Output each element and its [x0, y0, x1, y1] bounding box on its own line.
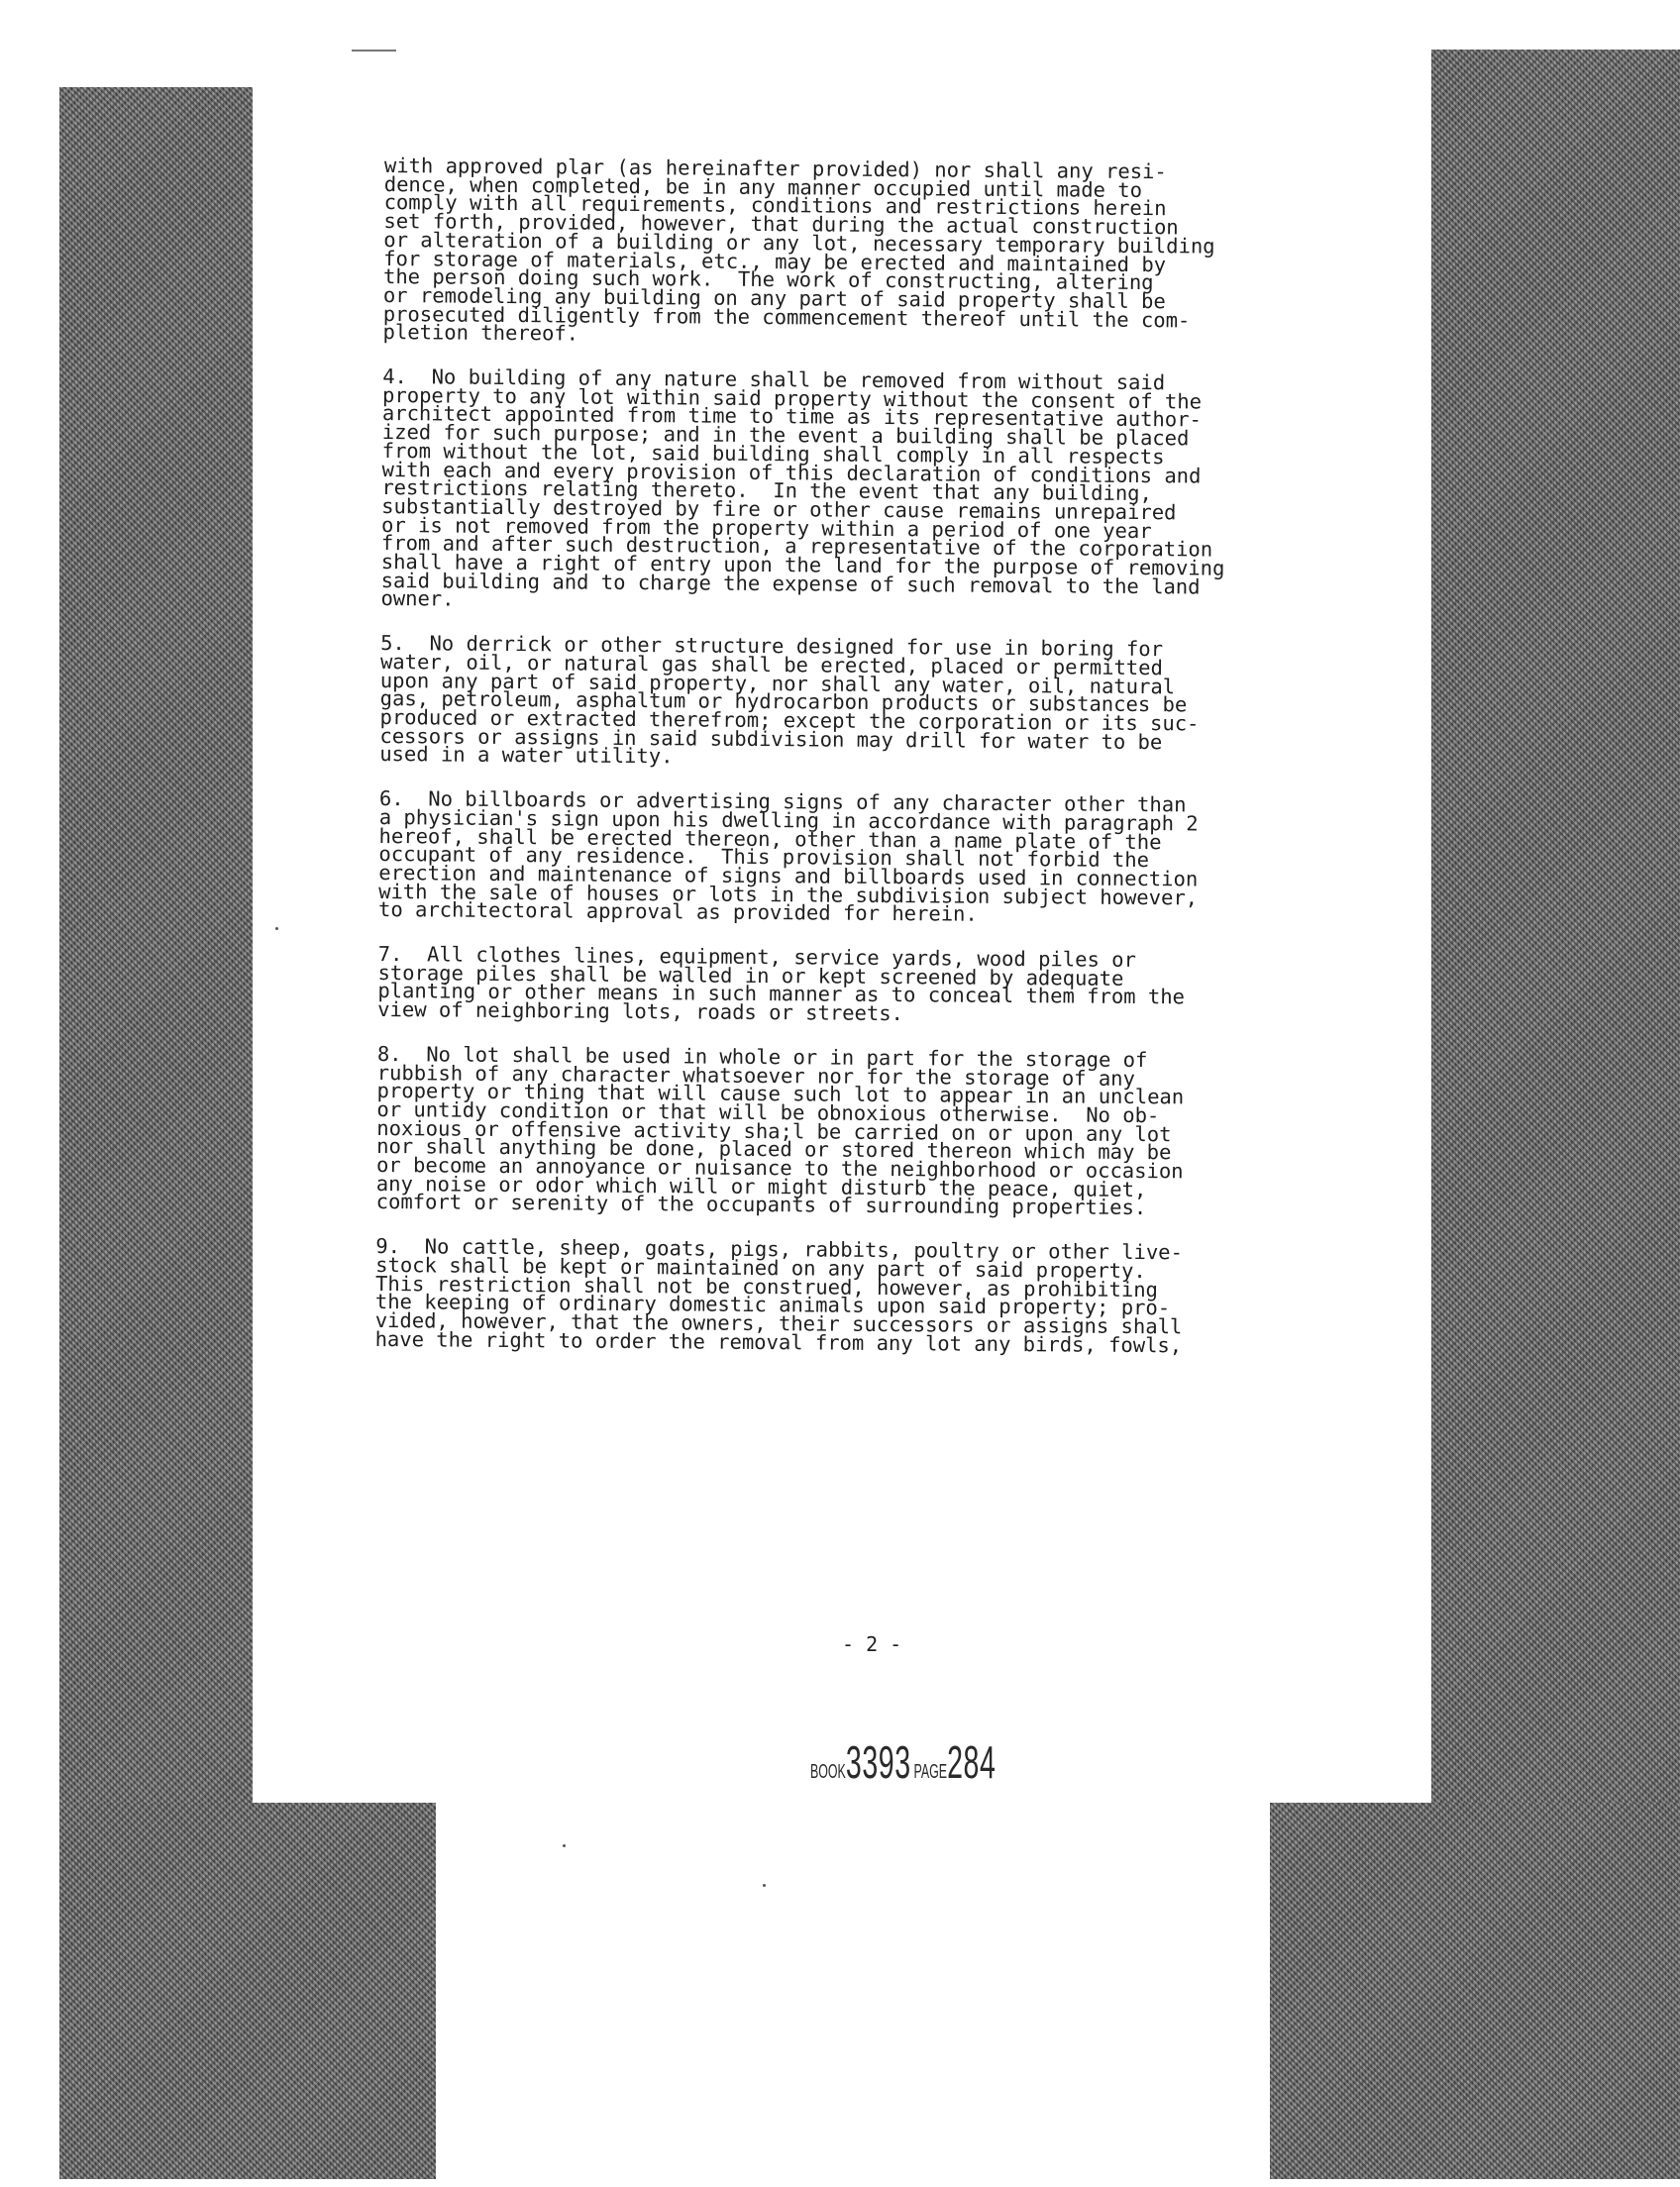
paper-sheet-lower [436, 1783, 1270, 2139]
paragraph-8: 8. No lot shall be used in whole or in part for the storage of rubbish of any character whatsoever nor for the storage of any property or thing that will cause such lot to appear in an unclean or untidy condition or that will be obnoxious otherwise. No ob- noxious or offensive activity sha;l be carried on or upon any lot nor shall anything be done, placed or stored thereon which may be or become an annoyance or nuisance to the neighborhood or occasion any noise or odor which will or might disturb the peace, quiet, comfort or serenity of the occupants of surrounding properties. [375, 1041, 1185, 1220]
stamp-book-label: BOOK [810, 1761, 846, 1783]
scan-mark [352, 50, 396, 52]
page-number: - 2 - [842, 1632, 902, 1656]
scan-speck [275, 927, 278, 930]
paragraph-7: 7. All clothes lines, equipment, service yards, wood piles or storage piles shall be walled in or kept screened by adequate planting or other means in such manner as to conceal them from the view of neighboring lots, roads or streets. [377, 941, 1186, 1026]
scan-speck [563, 1844, 566, 1847]
scan-speck [763, 1884, 766, 1887]
recording-stamp [810, 1735, 997, 1789]
paragraph-3-continued: with approved plar (as hereinafter provided) nor shall any resi- dence, when completed, be in any manner occupied until made to comply with all requirements, conditions and restrictions herein set forth, provided, however, that during the actual construction or alteration of a building or any lot, necessary temporary building for storage of materials, etc., may be erected and maintained by the person doing such work. The work of constructing, altering or remodeling any building on any part of said property shall be prosecuted diligently from the commencement thereof until the com- pletion thereof. [382, 154, 1215, 346]
stamp-book-number: 3393 [845, 1736, 911, 1788]
paragraph-6: 6. No billboards or advertising signs of any character other than a physician's sign upon his dwelling in accordance with paragraph 2 hereof, shall be erected thereon, other than a name plate of the occupant of any residence. This provision shall not forbid the erection and maintenance of signs and billboards used in connection with the sale of houses or lots in the subdivision subject however, to architectoral approval as provided for herein. [377, 786, 1199, 927]
scan-border-left-lower [59, 1803, 436, 2179]
document-body [374, 156, 1345, 1382]
paragraph-9: 9. No cattle, sheep, goats, pigs, rabbits, poultry or other live- stock shall be kept or maintained on any part of said property. This restriction shall not be construed, however, as prohibiting the keeping of ordinary domestic animals upon said property; pro- vided, however, that the owners, their successors or assigns shall have the right to order the removal from any lot any birds, fowls, [374, 1234, 1184, 1358]
stamp-page-label: PAGE [913, 1761, 948, 1783]
paragraph-5: 5. No derrick or other structure designed for use in boring for water, oil, or natural gas shall be erected, placed or permitted upon any part of said property, nor shall any water, oil, natural gas, petroleum, asphaltum or hydrocarbon products or substances be produced or extracted therefrom; except the corporation or its suc- cessors or assigns in said subdivision may drill for water to be used in a water utility. [379, 631, 1200, 769]
scan-border-right-lower [1270, 1803, 1680, 2179]
paragraph-4: 4. No building of any nature shall be removed from without said property to any lot within said property without the consent of the architect appointed from time to time as its representative author- ized for such purpose; and in the event a building shall be placed from without the lot, said building shall comply in all respects with each and every provision of this declaration of conditions and restrictions relating thereto. In the event that any building, substantially destroyed by fire or other cause remains unrepaired or is not removed from the property within a period of one year from and after such destruction, a representative of the corporation shall have a right of entry upon the land for the purpose of removing said building and to charge the expense of such removal to the land owner. [380, 364, 1225, 612]
stamp-page-number: 284 [947, 1736, 997, 1788]
